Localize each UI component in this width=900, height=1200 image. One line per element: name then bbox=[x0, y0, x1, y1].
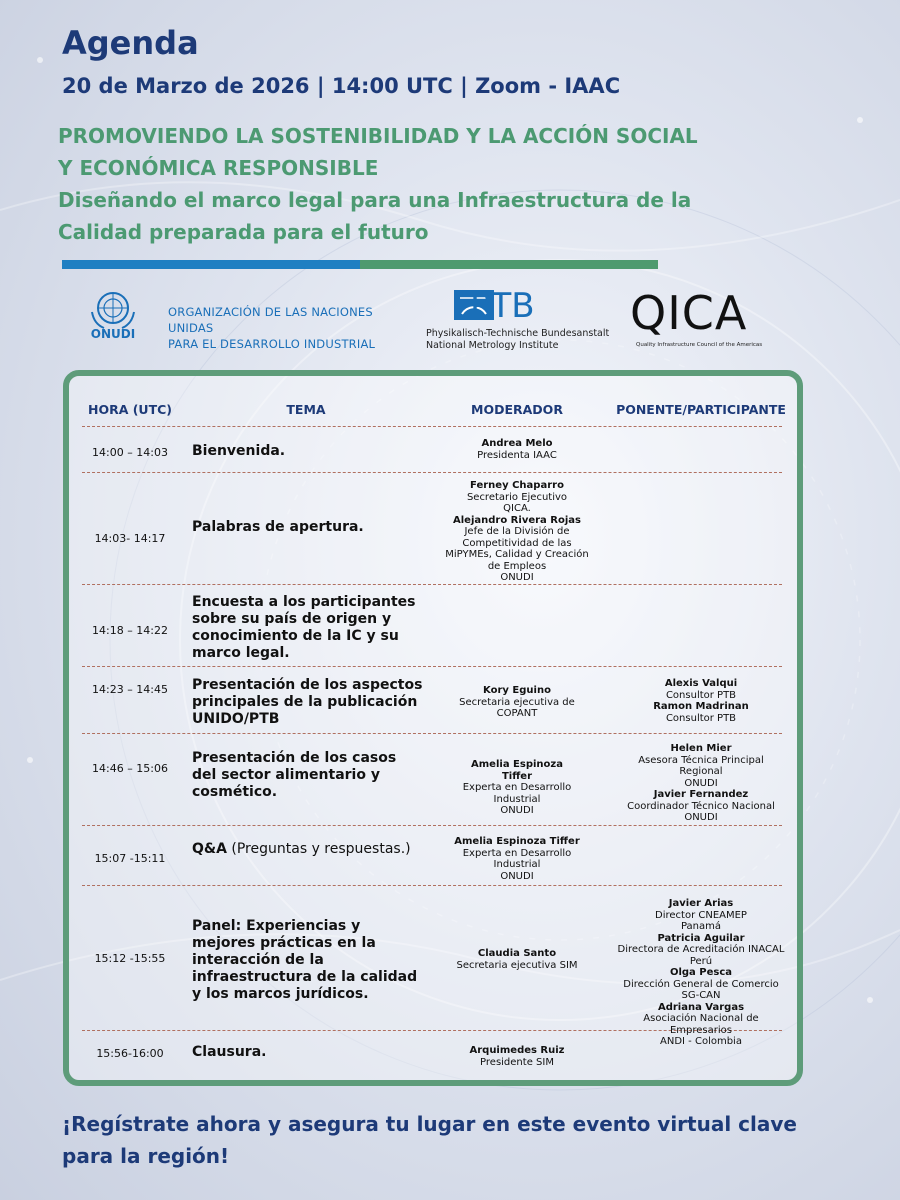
row-separator bbox=[82, 426, 782, 427]
row-5-time: 14:46 – 15:06 bbox=[92, 762, 168, 775]
qica-logo bbox=[630, 288, 770, 358]
speaker-org: ONUDI bbox=[684, 812, 718, 823]
row-2-topic: Palabras de apertura. bbox=[192, 519, 364, 535]
row-7-topic: Panel: Experiencias y mejores prácticas en la interacción de la infraestructura de la calidad y los marcos jurídicos. bbox=[192, 918, 418, 1002]
ptb-wordmark: PTB bbox=[470, 286, 535, 326]
speaker-org: ONUDI bbox=[684, 777, 718, 789]
moderator-role: Secretario Ejecutivo bbox=[466, 491, 568, 503]
registration-call-to-action bbox=[62, 1108, 842, 1172]
row-8-topic: Clausura. bbox=[192, 1044, 267, 1060]
moderator-role: Experta en Desarrollo bbox=[462, 782, 572, 793]
row-6-topic-bold: Q&A bbox=[192, 841, 227, 857]
moderator-role: Presidente SIM bbox=[480, 1056, 554, 1068]
row-1-topic: Bienvenida. bbox=[192, 443, 286, 459]
row-4-moderator bbox=[432, 685, 602, 720]
onudi-full-name bbox=[168, 304, 400, 352]
row-separator bbox=[82, 584, 782, 585]
speaker-org: SG-CAN bbox=[681, 990, 721, 1001]
moderator-role: Secretaria ejecutiva de bbox=[459, 696, 575, 708]
speaker-country: Perú bbox=[689, 955, 713, 967]
row-6-time: 15:07 -15:11 bbox=[94, 852, 166, 865]
speaker-role: Asociación Nacional de bbox=[643, 1013, 759, 1024]
row-6-moderator bbox=[432, 836, 602, 882]
event-subtitle bbox=[58, 120, 758, 248]
subtitle-lower-line-1: Diseñando el marco legal para una Infraestructura de la bbox=[58, 188, 692, 212]
row-4-topic: Presentación de los aspectos principales de la publicación UNIDO/PTB bbox=[192, 677, 423, 727]
moderator-org: ONUDI bbox=[500, 870, 534, 882]
speaker-name: Adriana Vargas bbox=[657, 1001, 745, 1013]
row-1-time: 14:00 – 14:03 bbox=[92, 446, 168, 459]
cta-line-2: para la región! bbox=[62, 1144, 230, 1168]
row-7-speakers bbox=[606, 898, 796, 1048]
ptb-name-line-2: National Metrology Institute bbox=[426, 340, 559, 351]
speaker-role: Asesora Técnica Principal bbox=[638, 754, 764, 766]
row-5-speakers bbox=[606, 743, 796, 824]
onudi-name-line-1: ORGANIZACIÓN DE LAS NACIONES UNIDAS bbox=[168, 305, 373, 335]
moderator-role: de Empleos bbox=[487, 560, 547, 572]
ptb-name-line-1: Physikalisch-Technische Bundesanstalt bbox=[426, 328, 610, 339]
speaker-role: Dirección General de Comercio bbox=[623, 978, 779, 990]
speaker-role: Directora de Acreditación INACAL bbox=[617, 944, 785, 955]
moderator-org: QICA. bbox=[503, 503, 531, 514]
moderator-role: Presidenta IAAC bbox=[477, 449, 557, 461]
row-8-moderator bbox=[432, 1045, 602, 1068]
moderator-role: Secretaria ejecutiva SIM bbox=[456, 959, 578, 971]
column-header-tema: TEMA bbox=[286, 402, 326, 417]
speaker-org: ANDI - Colombia bbox=[660, 1036, 742, 1047]
speaker-role: Empresarios bbox=[669, 1024, 732, 1036]
moderator-role: Experta en Desarrollo bbox=[462, 847, 572, 859]
moderator-name: Claudia Santo bbox=[477, 948, 557, 959]
row-8-time: 15:56-16:00 bbox=[96, 1047, 164, 1060]
moderator-role: Competitividad de las bbox=[462, 537, 572, 549]
subtitle-upper-line-2: Y ECONÓMICA RESPONSIBLE bbox=[58, 156, 379, 180]
moderator-org: COPANT bbox=[496, 708, 538, 719]
row-6-topic-light: (Preguntas y respuestas.) bbox=[226, 841, 411, 857]
subtitle-lower-line-2: Calidad preparada para el futuro bbox=[58, 220, 429, 244]
speaker-role: Regional bbox=[679, 766, 723, 777]
speaker-name: Patricia Aguilar bbox=[657, 932, 745, 944]
speaker-name: Olga Pesca bbox=[669, 967, 733, 978]
moderator-name: Tiffer bbox=[501, 770, 533, 782]
row-separator bbox=[82, 666, 782, 667]
row-2-time: 14:03- 14:17 bbox=[94, 532, 166, 545]
moderator-role: MiPYMEs, Calidad y Creación bbox=[445, 549, 589, 560]
column-header-hora: HORA (UTC) bbox=[87, 402, 172, 417]
speaker-name: Helen Mier bbox=[670, 743, 732, 754]
speaker-name: Ramon Madrinan bbox=[653, 701, 749, 712]
moderator-name: Kory Eguino bbox=[483, 685, 551, 696]
speaker-name: Javier Arias bbox=[668, 898, 734, 909]
row-3-topic: Encuesta a los participantes sobre su país de origen y conocimiento de la IC y su marco legal. bbox=[192, 594, 416, 661]
row-5-topic: Presentación de los casos del sector alimentario y cosmético. bbox=[192, 750, 397, 800]
moderator-role: Jefe de la División de bbox=[464, 526, 570, 537]
onudi-name-line-2: PARA EL DESARROLLO INDUSTRIAL bbox=[168, 337, 376, 351]
row-separator bbox=[82, 825, 782, 826]
event-date-line: 20 de Marzo de 2026 | 14:00 UTC | Zoom - IAAC bbox=[62, 74, 621, 98]
moderator-org: ONUDI bbox=[500, 805, 534, 816]
subtitle-upper-line-1: PROMOVIENDO LA SOSTENIBILIDAD Y LA ACCIÓN SOCIAL bbox=[58, 124, 698, 148]
moderator-name: Andrea Melo bbox=[481, 438, 553, 449]
divider-green bbox=[360, 260, 658, 269]
speaker-country: Panamá bbox=[680, 921, 722, 932]
column-header-ponente: PONENTE/PARTICIPANTE bbox=[616, 402, 786, 417]
row-7-time: 15:12 -15:55 bbox=[94, 952, 166, 965]
row-4-speakers bbox=[606, 678, 796, 724]
qica-tagline: Quality Infrastructure Council of the Americas bbox=[636, 342, 763, 348]
row-separator bbox=[82, 885, 782, 886]
moderator-name: Alejandro Rivera Rojas bbox=[453, 514, 581, 526]
row-7-moderator bbox=[432, 948, 602, 971]
onudi-logo bbox=[80, 290, 400, 351]
moderator-name: Ferney Chaparro bbox=[470, 480, 564, 491]
row-separator bbox=[82, 472, 782, 473]
row-3-time: 14:18 – 14:22 bbox=[92, 624, 168, 637]
moderator-name: Arquimedes Ruiz bbox=[469, 1045, 565, 1056]
ptb-logo bbox=[426, 288, 626, 358]
cta-line-1: ¡Regístrate ahora y asegura tu lugar en este evento virtual clave bbox=[62, 1112, 797, 1136]
qica-wordmark: QICA bbox=[630, 286, 748, 340]
page-title: Agenda bbox=[62, 24, 199, 62]
speaker-role: Director CNEAMEP bbox=[655, 909, 747, 921]
speaker-role: Consultor PTB bbox=[665, 712, 737, 724]
row-1-moderator bbox=[432, 438, 602, 461]
moderator-role: Industrial bbox=[493, 859, 541, 870]
onudi-acronym: ONUDI bbox=[90, 327, 136, 340]
speaker-name: Alexis Valqui bbox=[664, 678, 738, 689]
row-6-topic bbox=[192, 841, 424, 858]
moderator-org: ONUDI bbox=[500, 572, 534, 583]
moderator-role: Industrial bbox=[493, 793, 541, 805]
row-separator bbox=[82, 733, 782, 734]
row-5-moderator bbox=[432, 759, 602, 817]
moderator-name: Amelia Espinoza Tiffer bbox=[454, 836, 580, 847]
speaker-role: Consultor PTB bbox=[665, 689, 737, 701]
column-header-moderador: MODERADOR bbox=[471, 402, 563, 417]
un-emblem-icon bbox=[80, 290, 146, 340]
moderator-name: Amelia Espinoza bbox=[471, 759, 563, 770]
row-2-moderator bbox=[432, 480, 602, 584]
speaker-name: Javier Fernandez bbox=[653, 789, 749, 800]
speaker-role: Coordinador Técnico Nacional bbox=[627, 800, 775, 812]
row-4-time: 14:23 – 14:45 bbox=[92, 683, 168, 696]
divider-blue bbox=[62, 260, 360, 269]
